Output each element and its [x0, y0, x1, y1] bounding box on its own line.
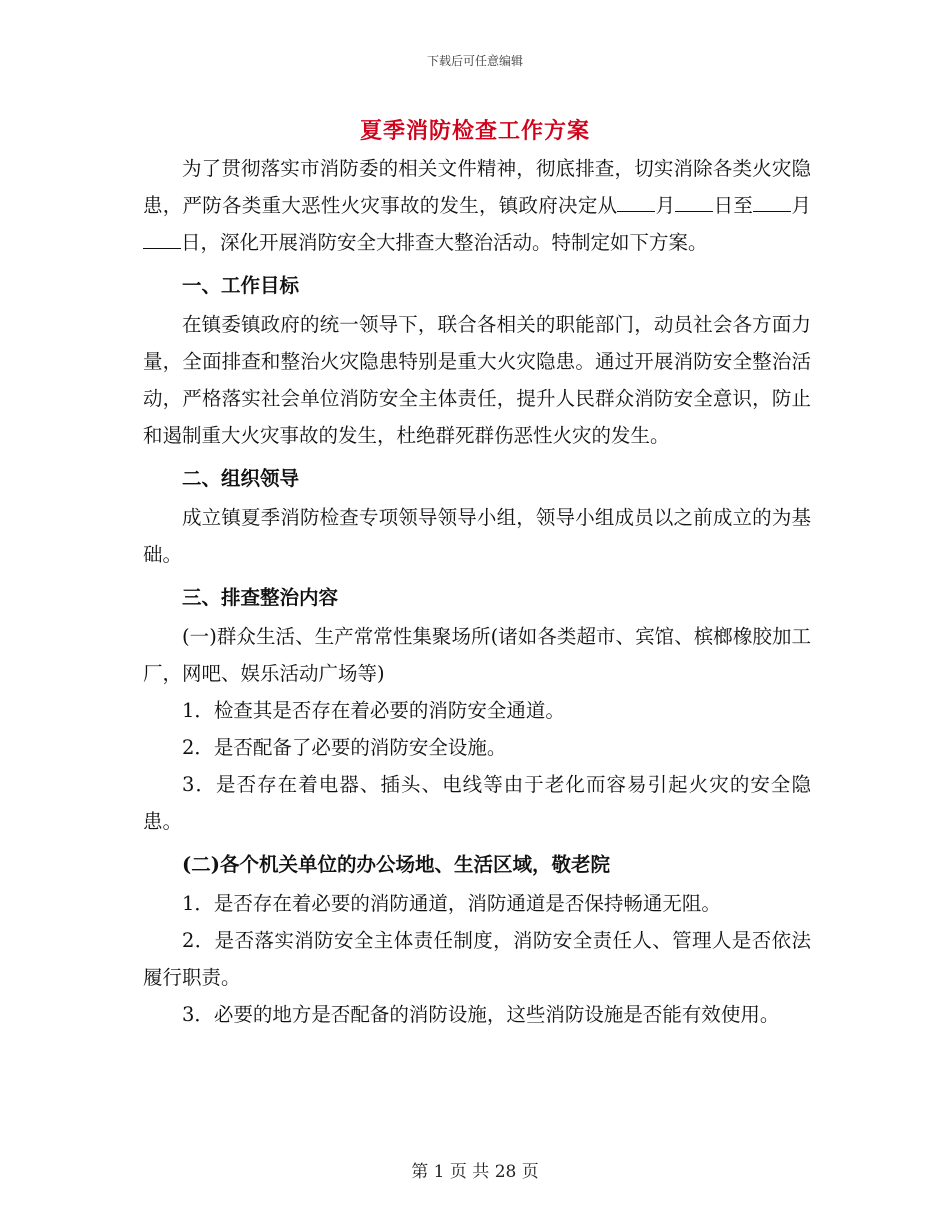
blank-field	[617, 187, 655, 212]
page-number: 第 1 页 共 28 页	[411, 1162, 539, 1182]
blank-field	[143, 224, 181, 249]
list-item: 1．检查其是否存在着必要的消防安全通道。	[182, 699, 565, 722]
list-item: 3．是否存在着电器、插头、电线等由于老化而容易引起火灾的安全隐患。	[143, 773, 811, 833]
intro-paragraph	[143, 150, 811, 261]
intro-text-3: 日至	[713, 194, 754, 217]
subsection-heading: (二)各个机关单位的办公场地、生活区域，敬老院	[182, 853, 610, 876]
list-item: 2．是否配备了必要的消防安全设施。	[182, 736, 507, 759]
list-item: 3．必要的地方是否配备的消防设施，这些消防设施是否能有效使用。	[182, 1003, 780, 1026]
section-paragraph: 成立镇夏季消防检查专项领导领导小组，领导小组成员以之前成立的为基础。	[143, 506, 811, 566]
intro-text-5: 日，深化开展消防安全大排查大整治活动。特制定如下方案。	[181, 231, 708, 254]
section-heading: 三、排查整治内容	[182, 586, 339, 609]
document-body	[143, 150, 811, 1033]
subsection-heading: (一)群众生活、生产常常性集聚场所(诸如各类超市、宾馆、槟榔橡胶加工厂，网吧、娱乐活动广场等)	[143, 625, 811, 685]
section-paragraph: 在镇委镇政府的统一领导下，联合各相关的职能部门，动员社会各方面力量，全面排查和整治火灾隐患特别是重大火灾隐患。通过开展消防安全整治活动，严格落实社会单位消防安全主体责任，提升人民群众消防安全意识，防止和遏制重大火灾事故的发生，杜绝群死群伤恶性火灾的发生。	[143, 313, 811, 447]
header-note: 下载后可任意编辑	[426, 54, 523, 68]
section-heading: 二、组织领导	[182, 467, 300, 490]
intro-text-4: 月	[791, 194, 811, 217]
document-title: 夏季消防检查工作方案	[359, 118, 590, 144]
intro-text-2: 月	[655, 194, 676, 217]
blank-field	[675, 187, 713, 212]
section-heading: 一、工作目标	[182, 274, 300, 297]
blank-field	[753, 187, 791, 212]
intro-text-1: 为了贯彻落实市消防委的相关文件精神，彻底排查，切实消除各类火灾隐患，严防各类重大恶性火灾事故的发生，镇政府决定从	[143, 157, 811, 217]
list-item: 2．是否落实消防安全主体责任制度，消防安全责任人、管理人是否依法履行职责。	[143, 929, 811, 989]
list-item: 1．是否存在着必要的消防通道，消防通道是否保持畅通无阻。	[182, 892, 721, 915]
